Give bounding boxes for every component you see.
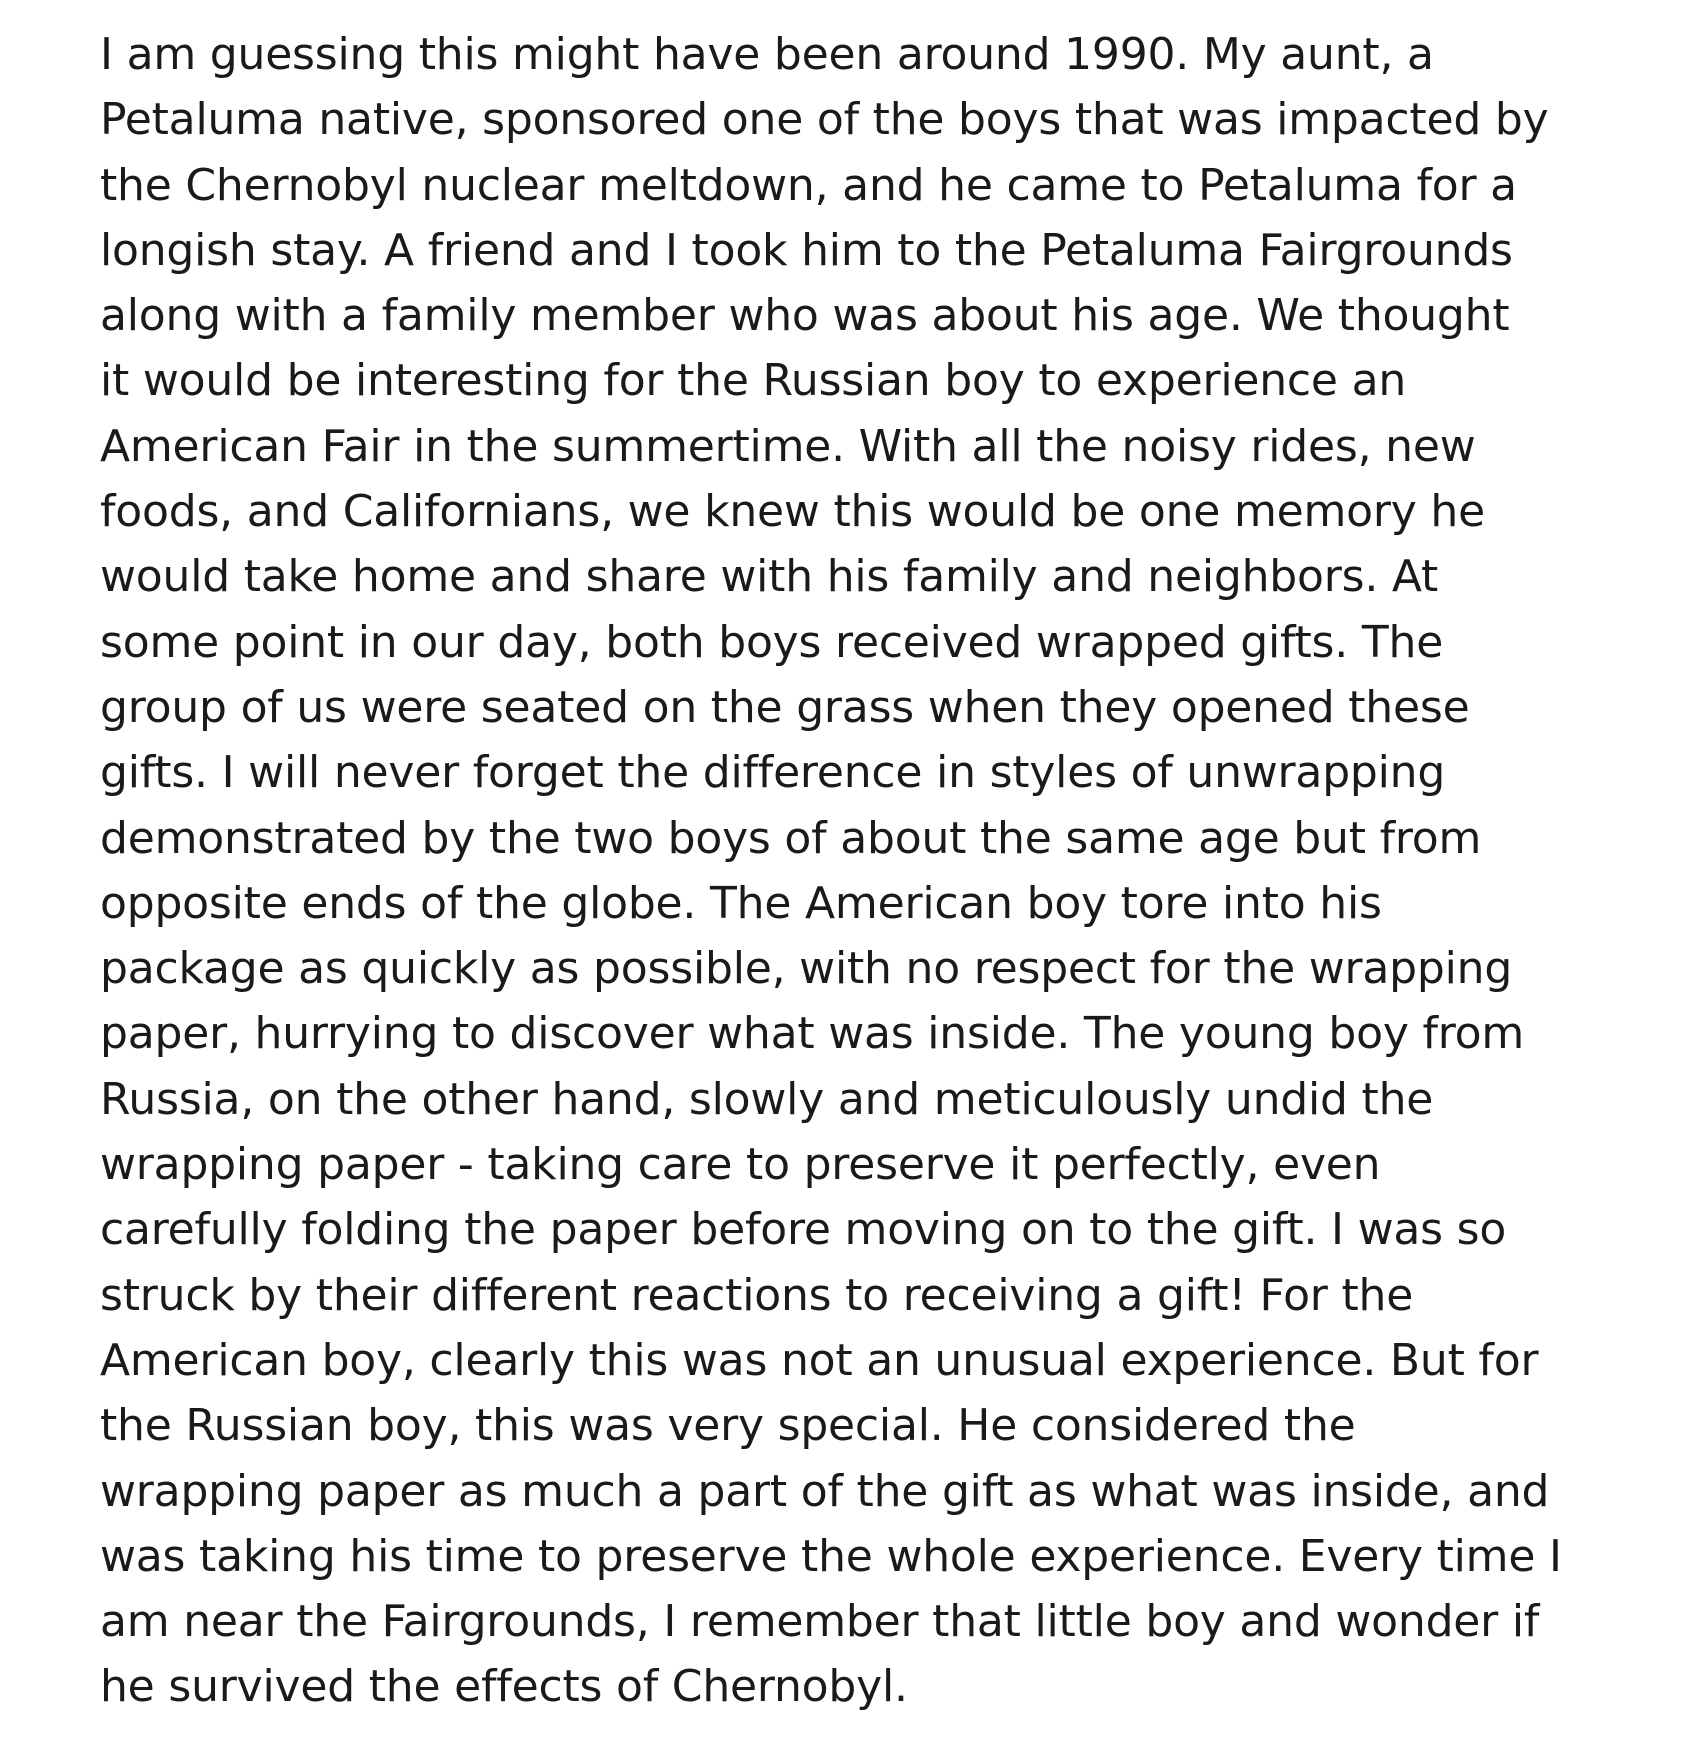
text-line: paper, hurrying to discover what was inside. The young boy from: [100, 1008, 1525, 1060]
text-line: Petaluma native, sponsored one of the boys that was impacted by: [100, 94, 1549, 146]
text-line: American Fair in the summertime. With all the noisy rides, new: [100, 420, 1476, 472]
text-line: foods, and Californians, we knew this would be one memory he: [100, 486, 1485, 538]
text-line: American boy, clearly this was not an unusual experience. But for: [100, 1334, 1539, 1386]
text-line: he survived the effects of Chernobyl.: [100, 1661, 908, 1713]
text-line: was taking his time to preserve the whole experience. Every time I: [100, 1530, 1562, 1582]
text-line: the Chernobyl nuclear meltdown, and he came to Petaluma for a: [100, 159, 1517, 211]
text-line: wrapping paper - taking care to preserve it perfectly, even: [100, 1139, 1381, 1191]
text-line: it would be interesting for the Russian boy to experience an: [100, 355, 1407, 407]
text-line: carefully folding the paper before moving on to the gift. I was so: [100, 1204, 1507, 1256]
text-line: some point in our day, both boys received wrapped gifts. The: [100, 616, 1444, 668]
text-line: I am guessing this might have been around 1990. My aunt, a: [100, 29, 1434, 80]
text-line: the Russian boy, this was very special. He considered the: [100, 1400, 1356, 1452]
text-line: group of us were seated on the grass when they opened these: [100, 681, 1470, 733]
text-line: would take home and share with his family and neighbors. At: [100, 551, 1439, 603]
text-line: wrapping paper as much a part of the gift as what was inside, and: [100, 1465, 1550, 1517]
text-line: along with a family member who was about his age. We thought: [100, 290, 1510, 342]
text-line: demonstrated by the two boys of about the same age but from: [100, 812, 1482, 864]
text-line: struck by their different reactions to receiving a gift! For the: [100, 1269, 1414, 1321]
text-line: opposite ends of the globe. The American boy tore into his: [100, 877, 1382, 929]
text-line: Russia, on the other hand, slowly and meticulously undid the: [100, 1073, 1434, 1125]
story-text: [100, 22, 1660, 1720]
text-line: gifts. I will never forget the difference in styles of unwrapping: [100, 747, 1446, 799]
text-line: package as quickly as possible, with no respect for the wrapping: [100, 943, 1513, 995]
text-line: longish stay. A friend and I took him to the Petaluma Fairgrounds: [100, 224, 1513, 276]
text-line: am near the Fairgrounds, I remember that little boy and wonder if: [100, 1596, 1540, 1648]
